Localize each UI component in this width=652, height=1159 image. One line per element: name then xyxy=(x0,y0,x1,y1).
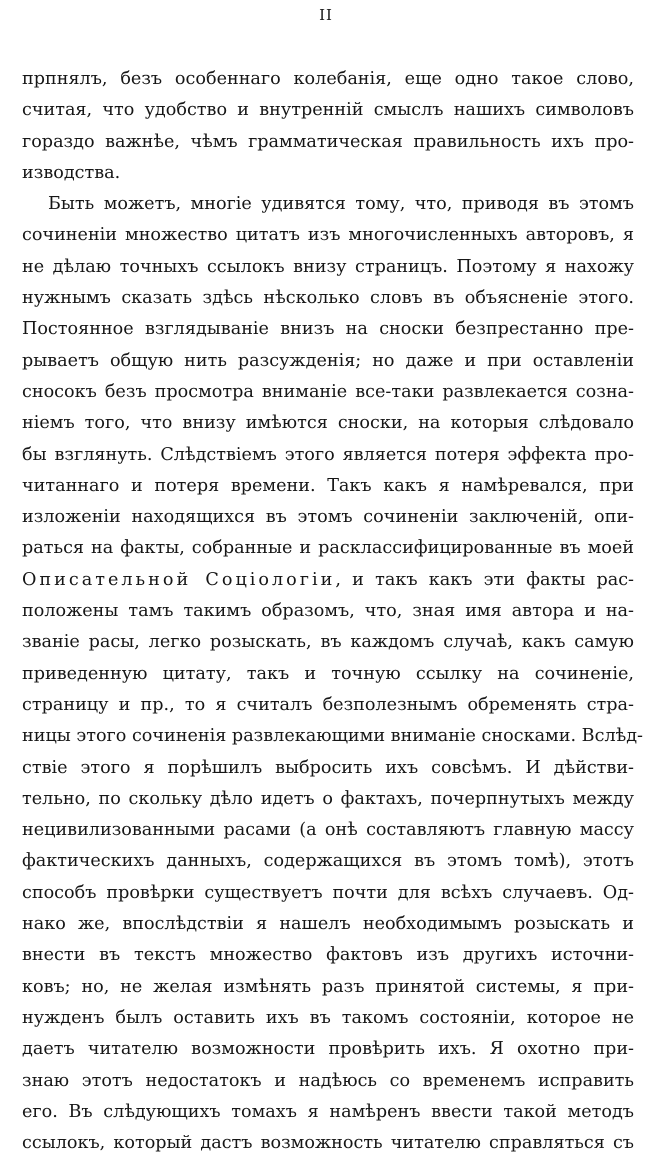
text-line: сносокъ безъ просмотра вниманіе все-таки развлекается созна- xyxy=(22,381,634,402)
text-line: гораздо важнѣе, чѣмъ грамматическая правильность ихъ про- xyxy=(22,131,634,152)
text-line: нако же, впослѣдствіи я нашелъ необходимымъ розыскать и xyxy=(22,914,634,935)
text-line: ницы этого сочиненія развлекающими вниманіе сносками. Вслѣд- xyxy=(22,726,644,747)
text-line: раться на факты, собранные и расклассифицированные въ моей xyxy=(22,538,634,559)
text-line: рываетъ общую нить разсужденія; но даже и при оставленіи xyxy=(22,350,634,371)
text-line: внести въ текстъ множество фактовъ изъ другихъ источни- xyxy=(22,945,634,966)
text-line: его. Въ слѣдующихъ томахъ я намѣренъ ввести такой методъ xyxy=(22,1101,634,1122)
text-line: нужденъ былъ оставить ихъ въ такомъ состояніи, которое не xyxy=(22,1007,634,1028)
text-line: ніемъ того, что внизу имѣются сноски, на которыя слѣдовало xyxy=(22,413,634,434)
text-line: страницу и пр., то я считалъ безполезнымъ обременять стра- xyxy=(22,694,634,715)
text-line: Быть можетъ, многіе удивятся тому, что, приводя въ этомъ xyxy=(48,194,634,215)
text-line: изводства. xyxy=(22,162,121,183)
text-line: приведенную цитату, такъ и точную ссылку на сочиненіе, xyxy=(22,663,634,684)
text-line: читаннаго и потеря времени. Такъ какъ я намѣревался, при xyxy=(22,475,634,496)
text-line xyxy=(22,565,634,596)
text-line: тельно, по скольку дѣло идетъ о фактахъ, почерпнутыхъ между xyxy=(22,788,634,809)
text-line: нужнымъ сказать здѣсь нѣсколько словъ въ объясненіе этого. xyxy=(22,288,634,309)
text-line: не дѣлаю точныхъ ссылокъ внизу страницъ. Поэтому я нахожу xyxy=(22,256,634,277)
text-line: званіе расы, легко розыскать, въ каждомъ случаѣ, какъ самую xyxy=(22,632,634,653)
text-line: положены тамъ такимъ образомъ, что, зная имя автора и на- xyxy=(22,601,634,622)
page-number: II xyxy=(319,6,333,24)
text-line: считая, что удобство и внутренній смыслъ нашихъ символовъ xyxy=(22,100,634,121)
text-line-rest: , и такъ какъ эти факты рас- xyxy=(335,569,634,590)
text-line: ссылокъ, который дастъ возможность читателю справляться съ xyxy=(22,1133,634,1154)
text-line: нецивилизованными расами (а онѣ составляютъ главную массу xyxy=(22,820,634,841)
text-line: ковъ; но, не желая измѣнять разъ принятой системы, я при- xyxy=(22,976,634,997)
text-line: ствіе этого я порѣшилъ выбросить ихъ совсѣмъ. И дѣйстви- xyxy=(22,757,634,778)
text-line: бы взглянуть. Слѣдствіемъ этого является потеря эффекта про- xyxy=(22,444,634,465)
text-line: способъ провѣрки существуетъ почти для всѣхъ случаевъ. Од- xyxy=(22,882,634,903)
book-title-spaced: Описательной Соціологіи xyxy=(22,569,336,590)
text-line: прпнялъ, безъ особеннаго колебанія, еще одно такое слово, xyxy=(22,69,634,89)
text-line: даетъ читателю возможности провѣрить ихъ. Я охотно при- xyxy=(22,1039,634,1060)
text-line: фактическихъ данныхъ, содержащихся въ этомъ томѣ), этотъ xyxy=(22,851,634,872)
text-line: сочиненіи множество цитатъ изъ многочисленныхъ авторовъ, я xyxy=(22,225,634,246)
text-line: Постоянное взглядываніе внизъ на сноски безпрестанно пре- xyxy=(22,319,634,340)
text-line: знаю этотъ недостатокъ и надѣюсь со временемъ исправить xyxy=(22,1070,634,1091)
body-text xyxy=(22,64,644,1159)
text-line: изложеніи находящихся въ этомъ сочиненіи заключеній, опи- xyxy=(22,507,634,528)
